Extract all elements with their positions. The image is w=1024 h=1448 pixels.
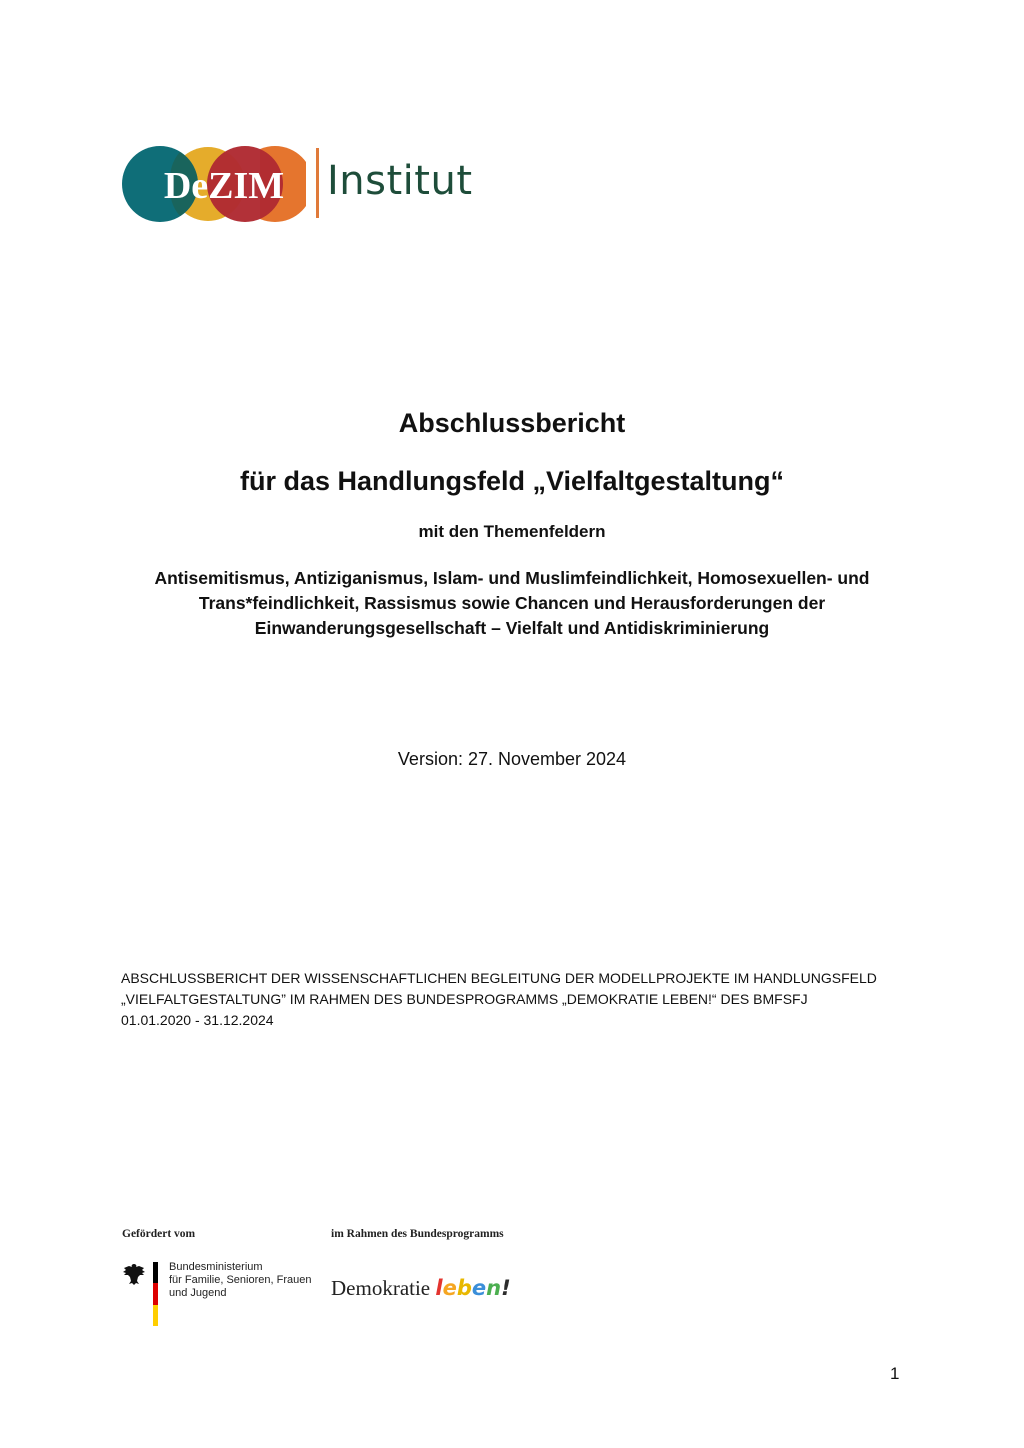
dezim-circles-icon: [120, 140, 330, 230]
ministry-line: und Jugend: [169, 1287, 227, 1299]
federal-eagle-icon: [121, 1262, 147, 1286]
report-description: [121, 968, 921, 1031]
topics-intro: mit den Themenfeldern: [418, 522, 606, 541]
report-subtitle: für das Handlungsfeld „Vielfaltgestaltung“: [239, 466, 785, 496]
page-number: 1: [890, 1364, 900, 1383]
description-line: ABSCHLUSSBERICHT DER WISSENSCHAFTLICHEN BEGLEITUNG DER MODELLPROJEKTE IM HANDLUNGSFELD: [121, 970, 877, 986]
leben-letter: e: [471, 1276, 487, 1300]
program-name: Demokratie: [331, 1276, 431, 1300]
demokratie-leben-logo: [331, 1276, 511, 1301]
description-line: „VIELFALTGESTALTUNG” IM RAHMEN DES BUNDESPROGRAMMS „DEMOKRATIE LEBEN!“ DES BMFSFJ: [121, 991, 808, 1007]
ministry-line: Bundesministerium: [169, 1261, 263, 1273]
logo-word: Institut: [327, 158, 473, 204]
svg-text:DeZIM: DeZIM: [163, 165, 285, 207]
logo-divider: [316, 148, 319, 218]
german-flag-bar: [153, 1262, 158, 1326]
ministry-line: für Familie, Senioren, Frauen: [169, 1274, 312, 1286]
leben-letter: e: [442, 1276, 457, 1300]
program-label: im Rahmen des Bundesprogramms: [331, 1228, 504, 1240]
leben-letter: l: [435, 1276, 443, 1300]
leben-letter: b: [456, 1276, 472, 1300]
version-date: Version: 27. November 2024: [397, 749, 627, 769]
ministry-name: [169, 1261, 311, 1300]
leben-letter: n: [486, 1276, 502, 1300]
funded-by-label: Gefördert vom: [122, 1228, 196, 1240]
leben-letter: !: [501, 1276, 511, 1300]
description-line: 01.01.2020 - 31.12.2024: [121, 1012, 274, 1028]
report-title: Abschlussbericht: [398, 408, 626, 438]
leben-wordmark: [435, 1276, 510, 1300]
topics-list: Antisemitismus, Antiziganismus, Islam- und Muslimfeindlichkeit, Homosexuellen- und Trans*feindlichkeit, Rassismus sowie Chancen und Herausforderungen der Einwanderungsgesellschaft – Vielfalt und Antidiskriminierung: [154, 568, 870, 638]
